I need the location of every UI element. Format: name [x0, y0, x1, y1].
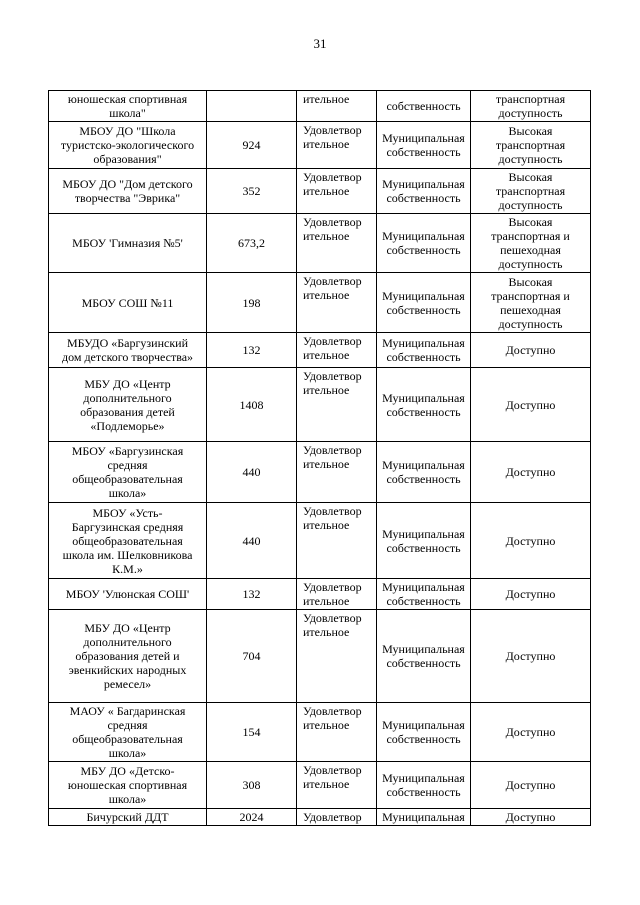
ownership-cell — [377, 809, 471, 826]
ownership-cell-text: Муниципальная собственность — [382, 458, 465, 486]
table-row — [49, 503, 591, 579]
accessibility-cell-text: Доступно — [505, 587, 556, 601]
accessibility-cell — [471, 91, 591, 122]
facility-name-cell-text: Бичурский ДДТ — [86, 810, 169, 824]
accessibility-cell-text: транспортная доступность — [495, 92, 566, 120]
facility-name-cell-text: МБУДО «Баргузинский дом детского творчества» — [61, 336, 194, 364]
ownership-cell-text: Муниципальная собственность — [382, 288, 465, 317]
facility-name-cell-text: МБОУ 'Улюнская СОШ' — [65, 587, 190, 601]
facility-name-cell — [49, 762, 207, 809]
facility-name-cell — [49, 503, 207, 579]
accessibility-cell — [471, 809, 591, 826]
ownership-cell-text: Муниципальная собственность — [382, 390, 465, 419]
table-row — [49, 122, 591, 169]
condition-cell — [297, 703, 377, 762]
area-cell-text: 704 — [242, 649, 261, 663]
area-cell — [207, 503, 297, 579]
area-cell-text: 440 — [242, 533, 261, 548]
facility-name-cell-text: МБУ ДО «Центр дополнительного образования детей и эвенкийских народных ремесел» — [68, 621, 187, 691]
facility-name-cell — [49, 579, 207, 610]
accessibility-cell-text: Доступно — [505, 343, 556, 357]
table-row — [49, 809, 591, 826]
condition-cell — [297, 610, 377, 703]
table-row — [49, 169, 591, 214]
condition-cell-text: Удовлетвор ительное — [303, 611, 362, 639]
accessibility-cell — [471, 169, 591, 214]
condition-cell-text: Удовлетвор ительное — [303, 443, 362, 471]
facility-name-cell — [49, 333, 207, 368]
facility-name-cell — [49, 368, 207, 442]
page-number: 31 — [313, 36, 327, 51]
facility-name-cell — [49, 273, 207, 333]
table-row — [49, 91, 591, 122]
condition-cell — [297, 442, 377, 503]
table-row — [49, 610, 591, 703]
facility-name-cell — [49, 809, 207, 826]
ownership-cell-text: Муниципальная собственность — [382, 336, 465, 364]
area-cell-text: 440 — [242, 465, 261, 479]
facility-name-cell-text: МБОУ СОШ №11 — [81, 295, 174, 310]
table-row — [49, 579, 591, 610]
condition-cell-text: Удовлетвор ительное — [303, 504, 362, 532]
condition-cell-text: Удовлетвор ительное — [303, 580, 362, 608]
ownership-cell-text: Муниципальная собственность — [382, 131, 465, 159]
table-body — [49, 91, 591, 826]
accessibility-cell — [471, 214, 591, 273]
accessibility-cell — [471, 503, 591, 579]
area-cell — [207, 703, 297, 762]
facility-name-cell-text: МБОУ 'Гимназия №5' — [72, 236, 183, 250]
area-cell-text: 132 — [242, 343, 261, 357]
accessibility-cell-text: Доступно — [505, 533, 556, 548]
table-row — [49, 333, 591, 368]
accessibility-cell — [471, 122, 591, 169]
condition-cell-text: Удовлетвор ительное — [303, 274, 362, 302]
ownership-cell — [377, 762, 471, 809]
accessibility-cell — [471, 610, 591, 703]
accessibility-cell-text: Высокая транспортная и пешеходная доступность — [491, 274, 570, 331]
accessibility-cell — [471, 703, 591, 762]
table-row — [49, 703, 591, 762]
condition-cell — [297, 122, 377, 169]
ownership-cell-text: Муниципальная собственность — [382, 177, 465, 205]
condition-cell-text: Удовлетвор ительное — [303, 763, 362, 791]
ownership-cell-text: Муниципальная собственность — [382, 229, 465, 257]
table-row — [49, 214, 591, 273]
area-cell-text: 924 — [242, 138, 261, 152]
ownership-cell — [377, 214, 471, 273]
condition-cell — [297, 809, 377, 826]
area-cell-text: 673,2 — [238, 236, 265, 250]
condition-cell-text: Удовлетвор ительное — [303, 369, 362, 397]
ownership-cell-text: собственность — [386, 99, 461, 113]
area-cell-text: 154 — [242, 725, 261, 739]
condition-cell-text: Удовлетвор ительное — [303, 215, 362, 243]
area-cell-text: 2024 — [239, 810, 264, 824]
facility-name-cell — [49, 91, 207, 122]
accessibility-cell-text: Высокая транспортная доступность — [495, 170, 566, 212]
accessibility-cell — [471, 273, 591, 333]
ownership-cell-text: Муниципальная собственность — [382, 580, 465, 608]
area-cell — [207, 579, 297, 610]
area-cell-text: 198 — [242, 295, 261, 310]
condition-cell-text: Удовлетвор ительное — [303, 123, 362, 151]
condition-cell — [297, 91, 377, 122]
table-row — [49, 368, 591, 442]
facility-name-cell-text: МБОУ «Баргузинская средняя общеобразовательная школа» — [71, 444, 184, 500]
facility-name-cell-text: МАОУ « Багдаринская средняя общеобразовательная школа» — [69, 704, 186, 760]
area-cell — [207, 122, 297, 169]
ownership-cell-text: Муниципальная собственность — [382, 771, 465, 799]
ownership-cell — [377, 333, 471, 368]
accessibility-cell — [471, 762, 591, 809]
condition-cell — [297, 762, 377, 809]
condition-cell — [297, 503, 377, 579]
area-cell — [207, 169, 297, 214]
accessibility-cell — [471, 579, 591, 610]
ownership-cell — [377, 579, 471, 610]
accessibility-cell-text: Высокая транспортная и пешеходная доступность — [491, 215, 570, 271]
accessibility-cell — [471, 333, 591, 368]
area-cell — [207, 809, 297, 826]
ownership-cell-text: Муниципальная собственность — [382, 718, 465, 746]
ownership-cell — [377, 169, 471, 214]
facility-name-cell — [49, 122, 207, 169]
area-cell — [207, 214, 297, 273]
ownership-cell — [377, 503, 471, 579]
area-cell — [207, 368, 297, 442]
area-cell — [207, 442, 297, 503]
condition-cell — [297, 333, 377, 368]
facility-name-cell — [49, 703, 207, 762]
condition-cell-text: Удовлетвор — [303, 810, 362, 824]
facility-name-cell-text: МБУ ДО «Детско- юношеская спортивная школа» — [67, 764, 188, 806]
facility-name-cell-text: МБОУ «Усть- Баргузинская средняя общеобразовательная школа им. Шелковникова К.М.» — [62, 505, 193, 576]
accessibility-cell — [471, 442, 591, 503]
facility-name-cell — [49, 442, 207, 503]
ownership-cell-text: Муниципальная — [382, 810, 465, 824]
condition-cell-text: Удовлетвор ительное — [303, 170, 362, 198]
condition-cell — [297, 579, 377, 610]
facility-name-cell — [49, 214, 207, 273]
area-cell — [207, 333, 297, 368]
table-row — [49, 762, 591, 809]
facility-name-cell-text: МБОУ ДО "Дом детского творчества "Эврика" — [62, 177, 193, 205]
accessibility-cell-text: Доступно — [505, 649, 556, 663]
area-cell — [207, 273, 297, 333]
area-cell — [207, 610, 297, 703]
ownership-cell-text: Муниципальная собственность — [382, 642, 465, 670]
accessibility-cell-text: Высокая транспортная доступность — [495, 124, 566, 166]
ownership-cell — [377, 91, 471, 122]
accessibility-cell-text: Доступно — [505, 810, 556, 824]
ownership-cell — [377, 368, 471, 442]
condition-cell — [297, 214, 377, 273]
ownership-cell — [377, 442, 471, 503]
ownership-cell — [377, 703, 471, 762]
condition-cell — [297, 273, 377, 333]
condition-cell — [297, 169, 377, 214]
condition-cell — [297, 368, 377, 442]
accessibility-cell-text: Доступно — [505, 397, 556, 412]
condition-cell-text: Удовлетвор ительное — [303, 334, 362, 362]
facility-name-cell — [49, 169, 207, 214]
area-cell-text: 308 — [242, 778, 261, 792]
table-row — [49, 273, 591, 333]
accessibility-cell-text: Доступно — [505, 465, 556, 479]
area-cell — [207, 762, 297, 809]
facilities-table — [48, 90, 591, 826]
ownership-cell-text: Муниципальная собственность — [382, 526, 465, 555]
ownership-cell — [377, 122, 471, 169]
condition-cell-text: ительное — [303, 92, 350, 106]
area-cell-text: 1408 — [239, 397, 264, 412]
accessibility-cell-text: Доступно — [505, 725, 556, 739]
area-cell-text: 352 — [242, 184, 261, 198]
facility-name-cell-text: юношеская спортивная школа" — [67, 92, 188, 120]
ownership-cell — [377, 610, 471, 703]
accessibility-cell — [471, 368, 591, 442]
accessibility-cell-text: Доступно — [505, 778, 556, 792]
facility-name-cell-text: МБОУ ДО "Школа туристско-экологического образования" — [60, 124, 195, 166]
area-cell-text: 132 — [242, 587, 261, 601]
ownership-cell — [377, 273, 471, 333]
table-row — [49, 442, 591, 503]
facility-name-cell-text: МБУ ДО «Центр дополнительного образования детей «Подлеморье» — [80, 376, 175, 433]
facility-name-cell — [49, 610, 207, 703]
area-cell — [207, 91, 297, 122]
condition-cell-text: Удовлетвор ительное — [303, 704, 362, 732]
